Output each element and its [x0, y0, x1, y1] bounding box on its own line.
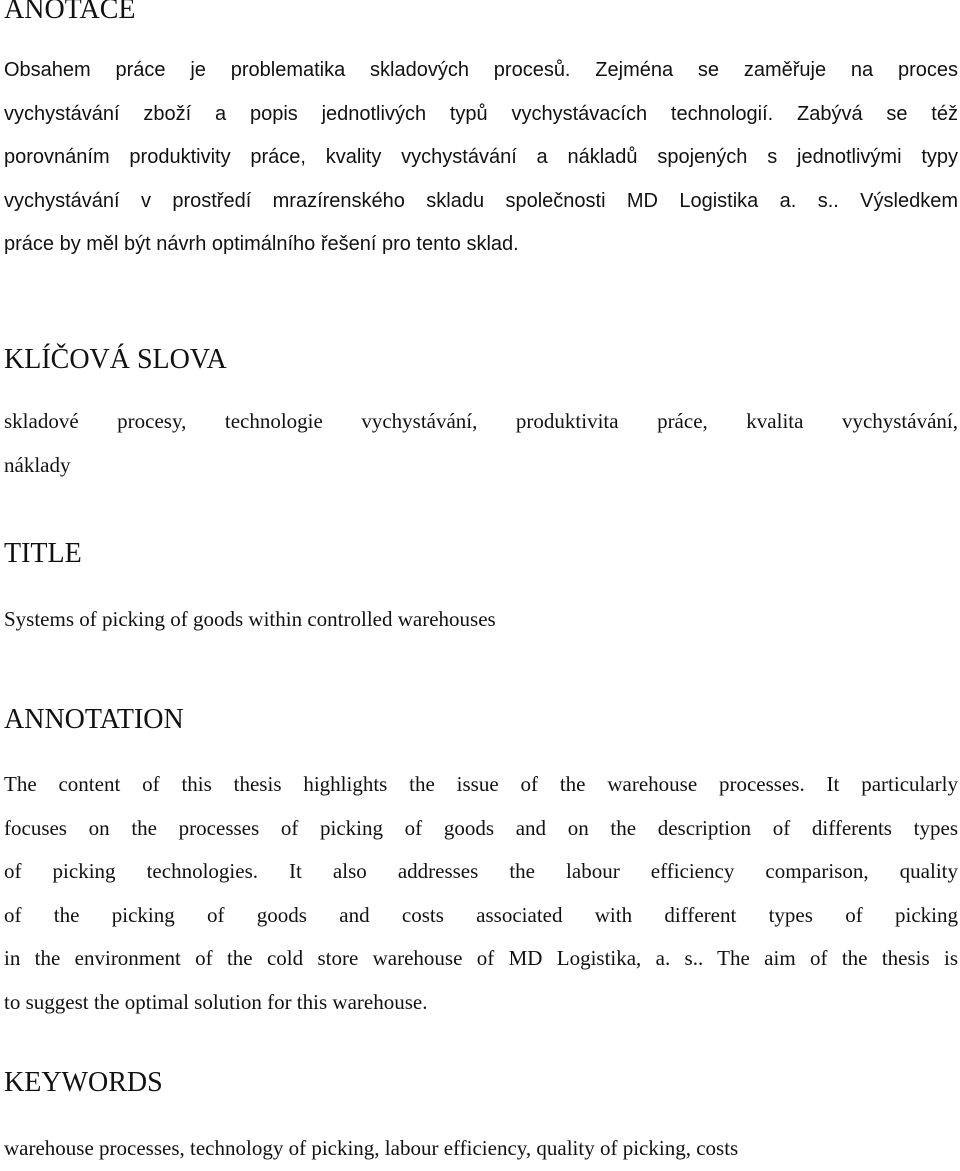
annotation-heading: ANNOTATION [4, 704, 184, 735]
klicova-slova-line: skladové procesy, technologie vychystávání, produktivita práce, kvalita vychystávání, [4, 409, 958, 433]
annotation-line: The content of this thesis highlights the issue of the warehouse processes. It particularly [4, 772, 958, 796]
annotation-line: in the environment of the cold store warehouse of MD Logistika, a. s.. The aim of the thesis is [4, 946, 958, 970]
title-paragraph [4, 598, 958, 642]
anotace-line: vychystávání zboží a popis jednotlivých typů vychystávacích technologií. Zabývá se též [4, 102, 958, 125]
title-line: Systems of picking of goods within controlled warehouses [4, 607, 496, 631]
keywords-line: warehouse processes, technology of picking, labour efficiency, quality of picking, costs [4, 1136, 739, 1160]
anotace-heading: ANOTACE [4, 0, 136, 25]
keywords-paragraph [4, 1127, 958, 1171]
annotation-line: of the picking of goods and costs associated with different types of picking [4, 902, 958, 927]
annotation-line: of picking technologies. It also addresses the labour efficiency comparison, quality [4, 859, 958, 883]
keywords-heading: KEYWORDS [4, 1067, 163, 1098]
klicova-slova-paragraph [4, 400, 958, 487]
annotation-paragraph [4, 763, 958, 1024]
annotation-line: focuses on the processes of picking of goods and on the description of differents types [4, 815, 958, 840]
klicova-slova-line: náklady [4, 452, 71, 477]
klicova-slova-heading: KLÍČOVÁ SLOVA [4, 344, 227, 375]
title-heading: TITLE [4, 538, 82, 569]
anotace-line: Obsahem práce je problematika skladových procesů. Zejména se zaměřuje na proces [4, 59, 958, 81]
annotation-line: to suggest the optimal solution for this warehouse. [4, 989, 428, 1014]
anotace-paragraph [4, 49, 958, 267]
anotace-line: práce by měl být návrh optimálního řešení pro tento sklad. [4, 233, 519, 255]
anotace-line: vychystávání v prostředí mrazírenského skladu společnosti MD Logistika a. s.. Výsledkem [4, 189, 958, 212]
anotace-line: porovnáním produktivity práce, kvality vychystávání a nákladů spojených s jednotlivými typy [4, 146, 958, 168]
